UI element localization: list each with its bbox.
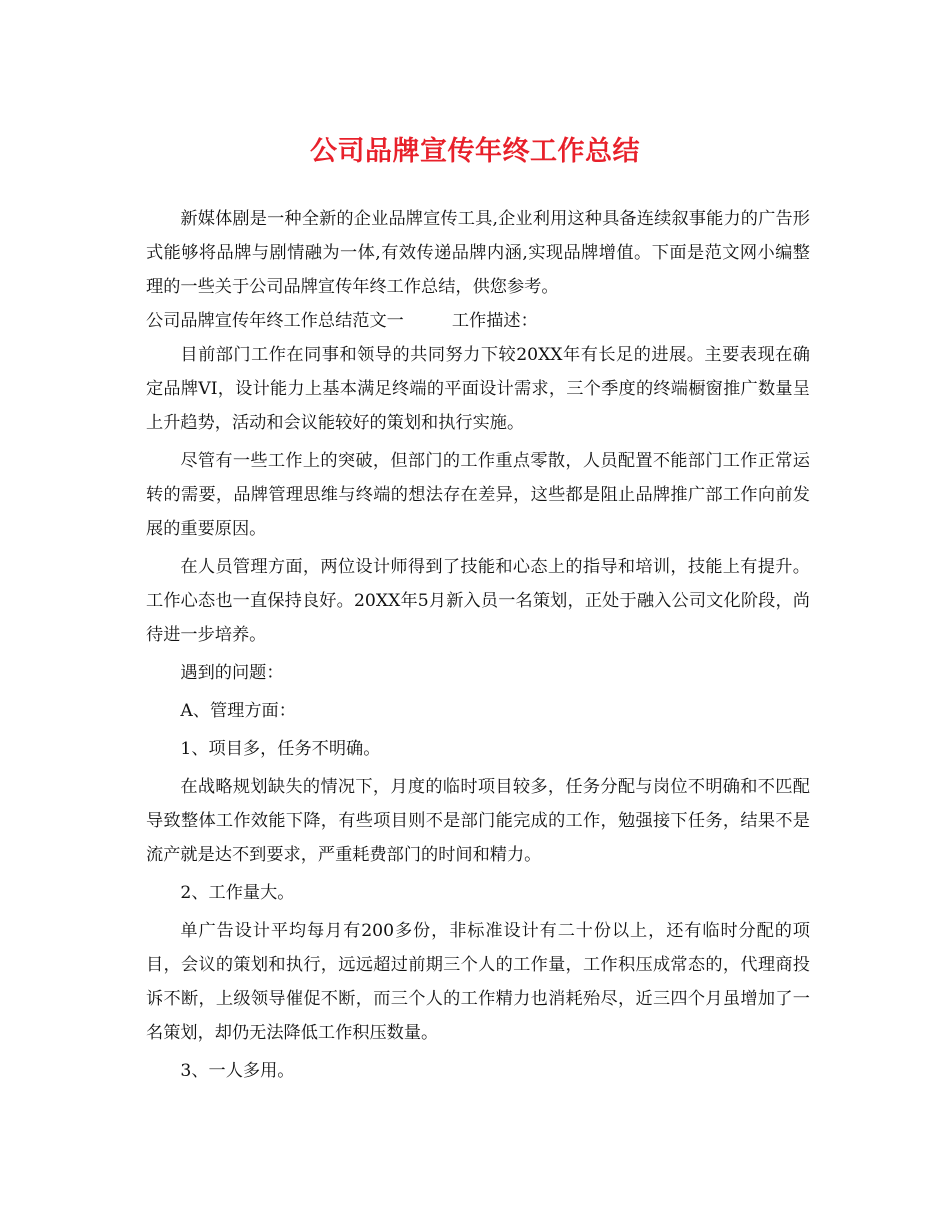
body-paragraph: 尽管有一些工作上的突破，但部门的工作重点零散，人员配置不能部门工作正常运转的需要，品牌管理思维与终端的想法存在差异，这些都是阻止品牌推广部工作向前发展的重要原因。 bbox=[146, 451, 810, 539]
section-heading-line bbox=[146, 304, 810, 338]
section-heading: 公司品牌宣传年终工作总结范文一 bbox=[146, 311, 404, 331]
subheading-problems: 遇到的问题： bbox=[180, 663, 284, 683]
intro-paragraph: 新媒体剧是一种全新的企业品牌宣传工具,企业利用这种具备连续叙事能力的广告形式能够将品牌与剧情融为一体,有效传递品牌内涵,实现品牌增值。下面是范文网小编整理的一些关于公司品牌宣传年终工作总结，供您参考。 bbox=[146, 209, 810, 297]
body-paragraph: 单广告设计平均每月有200多份，非标准设计有二十份以上，还有临时分配的项目，会议的策划和执行，远远超过前期三个人的工作量，工作积压成常态的，代理商投诉不断，上级领导催促不断，而三个人的工作精力也消耗殆尽，近三四个月虽增加了一名策划，却仍无法降低工作积压数量。 bbox=[146, 921, 810, 1043]
section-subheading: 工作描述： bbox=[451, 311, 538, 331]
subheading-management: A、管理方面： bbox=[180, 701, 296, 721]
document-title: 公司品牌宣传年终工作总结 bbox=[310, 136, 640, 167]
list-item-heading: 2、工作量大。 bbox=[180, 883, 295, 903]
body-paragraph: 在人员管理方面，两位设计师得到了技能和心态上的指导和培训，技能上有提升。工作心态也一直保持良好。20XX年5月新入员一名策划，正处于融入公司文化阶段，尚待进一步培养。 bbox=[146, 557, 810, 645]
document-body bbox=[146, 202, 810, 1088]
body-paragraph: 在战略规划缺失的情况下，月度的临时项目较多，任务分配与岗位不明确和不匹配导致整体工作效能下降，有些项目则不是部门能完成的工作，勉强接下任务，结果不是流产就是达不到要求，严重耗费部门的时间和精力。 bbox=[146, 777, 810, 865]
list-item-heading: 3、一人多用。 bbox=[180, 1061, 295, 1081]
list-item-heading: 1、项目多，任务不明确。 bbox=[180, 739, 381, 759]
body-paragraph: 目前部门工作在同事和领导的共同努力下较20XX年有长足的进展。主要表现在确定品牌VI，设计能力上基本满足终端的平面设计需求，三个季度的终端橱窗推广数量呈上升趋势，活动和会议能较好的策划和执行实施。 bbox=[146, 345, 810, 433]
